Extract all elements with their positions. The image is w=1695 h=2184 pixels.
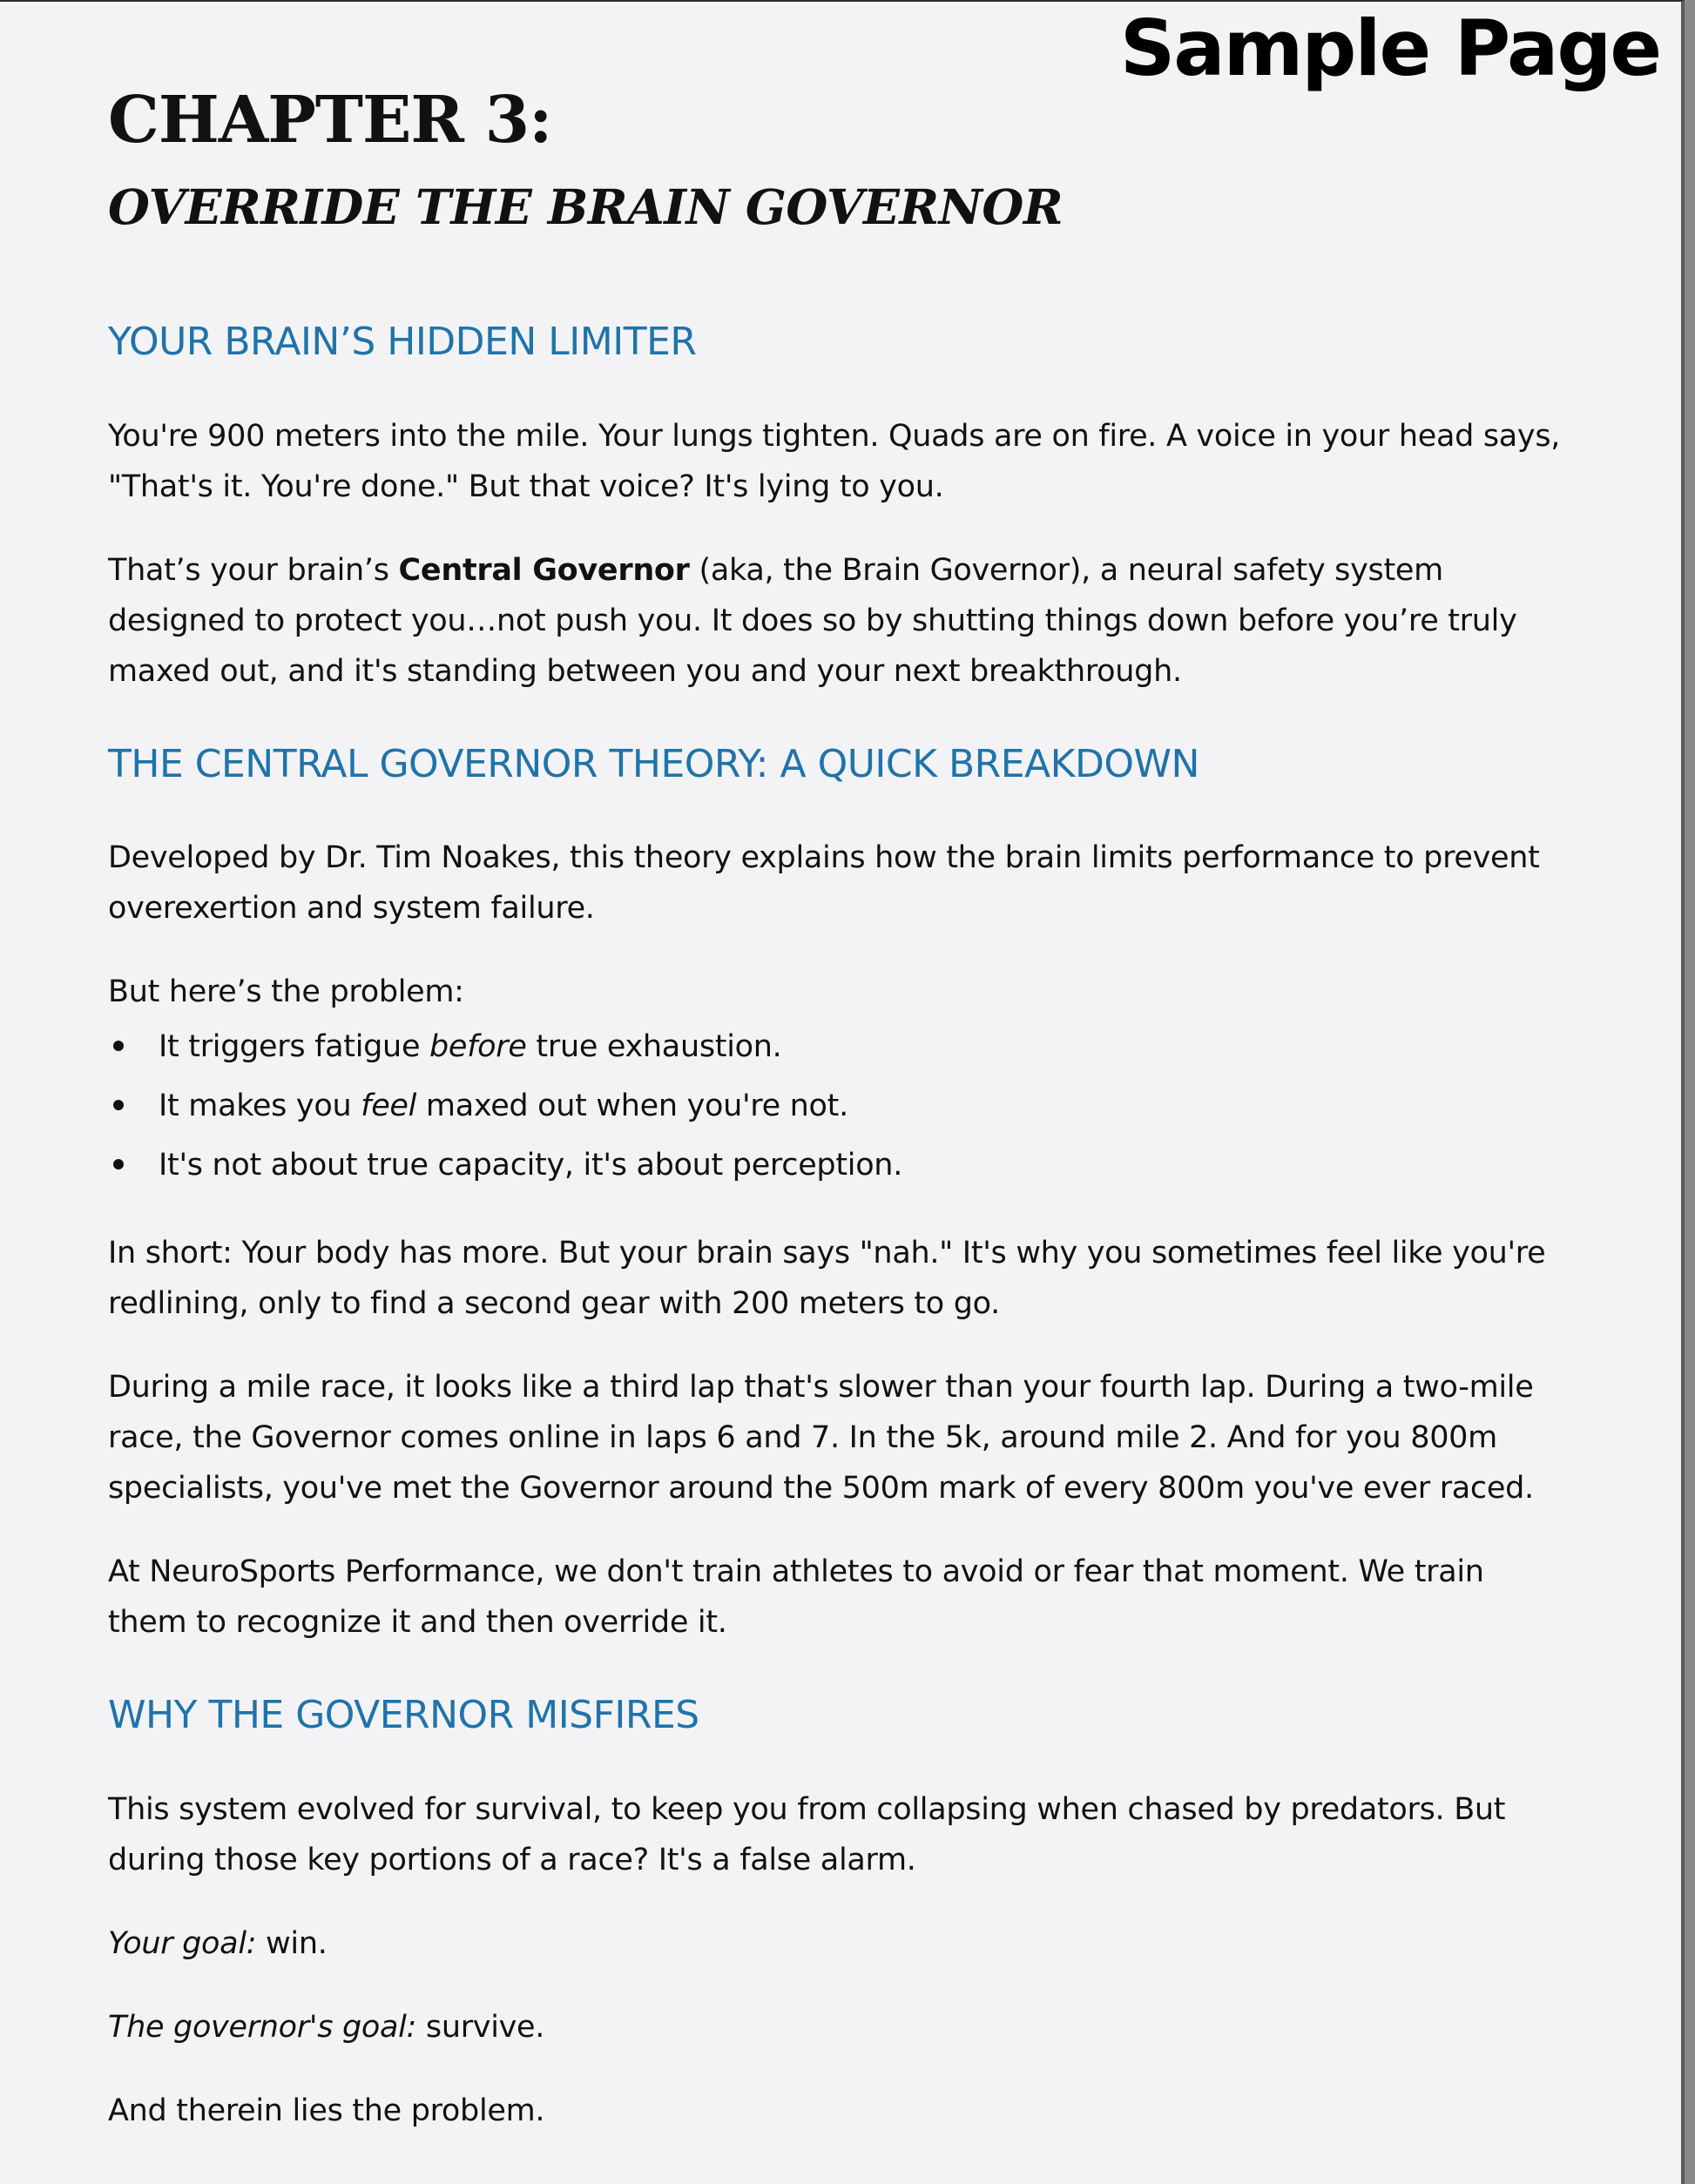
bullet-list [108, 1017, 1571, 1195]
section-heading-hidden-limiter: YOUR BRAIN’S HIDDEN LIMITER [108, 319, 697, 364]
bullet-icon [113, 1159, 124, 1170]
list-item [108, 1136, 1571, 1195]
text-run: win. [256, 1926, 328, 1962]
paragraph: During a mile race, it looks like a third lap that's slower than your fourth lap. During a two-mile race, the Governor comes online in laps 6 and 7. In the 5k, around mile 2. And for you 800m specialists, you've met the Governor around the 500m mark of every 800m you've ever raced. [108, 1370, 1534, 1507]
bullet-icon [113, 1041, 124, 1051]
text-run: maxed out when you're not. [416, 1089, 848, 1124]
paragraph: And therein lies the problem. [108, 2093, 545, 2129]
list-item [108, 1017, 1571, 1076]
text-run: true exhaustion. [526, 1029, 782, 1065]
italic-label: Your goal: [108, 1926, 257, 1962]
text-run: It makes you [159, 1089, 361, 1124]
list-item [108, 1076, 1571, 1136]
paragraph-your-goal [108, 1918, 1571, 1969]
section-heading-governor-misfires: WHY THE GOVERNOR MISFIRES [108, 1693, 699, 1738]
section-heading-theory-breakdown: THE CENTRAL GOVERNOR THEORY: A QUICK BREAKDOWN [108, 741, 1199, 786]
chapter-number: CHAPTER 3: [108, 83, 552, 158]
text-run: survive. [416, 2010, 545, 2046]
paragraph: Developed by Dr. Tim Noakes, this theory explains how the brain limits performance to prevent overexertion and system failure. [108, 840, 1540, 927]
page-content [108, 82, 1571, 2136]
paragraph: But here’s the problem: [108, 974, 464, 1010]
text-run: That’s your brain’s [108, 552, 399, 588]
sample-page-watermark: Sample Page [1119, 3, 1660, 93]
paragraph: This system evolved for survival, to keep you from collapsing when chased by predators. But during those key portions of a race? It's a false alarm. [108, 1792, 1506, 1878]
chapter-title: OVERRIDE THE BRAIN GOVERNOR [108, 178, 1064, 235]
text-run: It's not about true capacity, it's about perception. [159, 1148, 903, 1183]
italic-term: before [429, 1029, 527, 1065]
italic-term: feel [361, 1089, 417, 1124]
paragraph: You're 900 meters into the mile. Your lungs tighten. Quads are on fire. A voice in your head says, "That's it. You're done." But that voice? It's lying to you. [108, 418, 1561, 504]
paragraph: At NeuroSports Performance, we don't train athletes to avoid or fear that moment. We train them to recognize it and then override it. [108, 1554, 1484, 1641]
italic-label: The governor's goal: [108, 2010, 417, 2046]
bullet-icon [113, 1100, 124, 1110]
text-run: (aka, the Brain Governor), a neural safety system designed to protect you…not push you. It does so by shutting things down before you’re truly maxed out, and it's standing between you and your next breakthrough. [108, 552, 1517, 689]
text-run: It triggers fatigue [159, 1029, 429, 1065]
paragraph-central-governor [108, 545, 1571, 697]
bold-term-central-governor: Central Governor [398, 552, 690, 588]
paragraph: In short: Your body has more. But your brain says "nah." It's why you sometimes feel like you're redlining, only to find a second gear with 200 meters to go. [108, 1236, 1546, 1322]
paragraph-governor-goal [108, 2002, 1571, 2053]
